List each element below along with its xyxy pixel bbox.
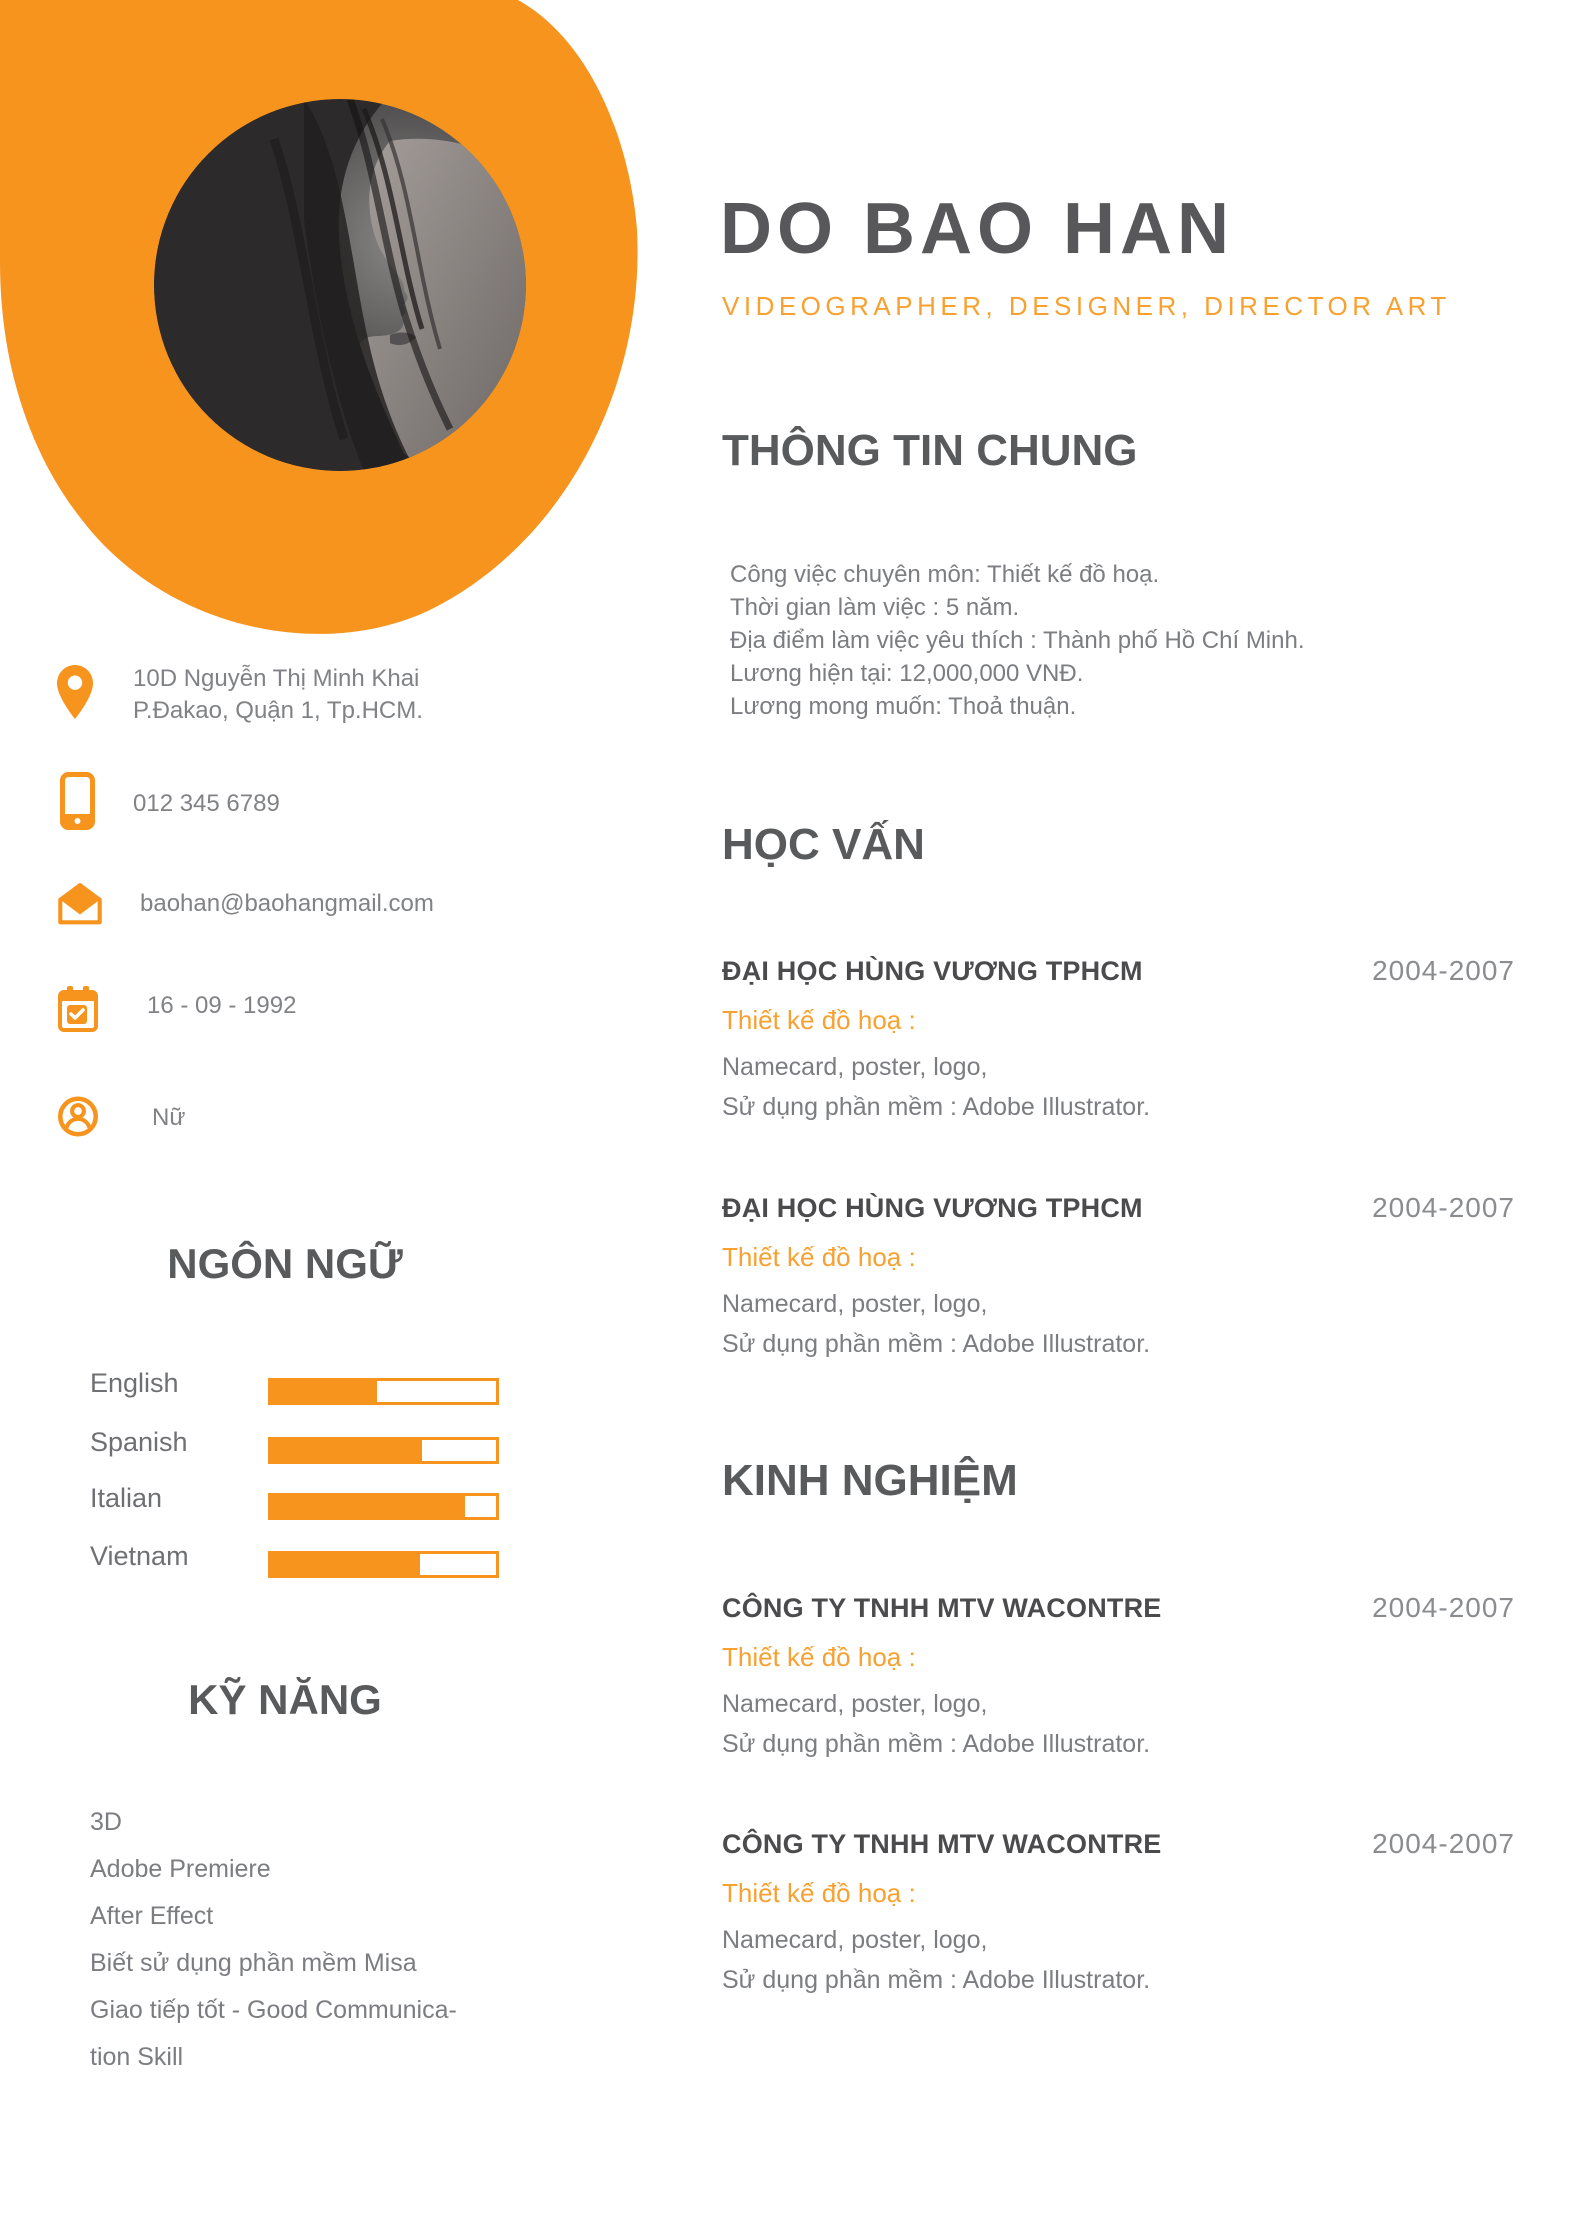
experience-detail: Namecard, poster, logo, xyxy=(722,1926,988,1954)
skill-item: Adobe Premiere xyxy=(90,1855,271,1883)
language-bar-spanish xyxy=(268,1437,499,1464)
general-info-line: Địa điểm làm việc yêu thích : Thành phố Hồ Chí Minh. xyxy=(730,627,1305,654)
experience-period: 2004-2007 xyxy=(1372,1592,1515,1623)
experience-entry-head xyxy=(722,1828,1515,1860)
experience-entry xyxy=(722,1828,1515,2000)
education-detail: Sử dụng phần mềm : Adobe Illustrator. xyxy=(722,1093,1151,1121)
education-org: ĐẠI HỌC HÙNG VƯƠNG TPHCM xyxy=(722,1193,1143,1223)
experience-detail: Namecard, poster, logo, xyxy=(722,1690,988,1718)
gender-text: Nữ xyxy=(152,1104,186,1131)
section-title-education: HỌC VẤN xyxy=(722,820,925,869)
language-label: Italian xyxy=(90,1483,163,1513)
education-role: Thiết kế đồ hoạ : xyxy=(722,1242,916,1272)
experience-details xyxy=(722,1920,1515,2000)
skill-item: Biết sử dụng phần mềm Misa xyxy=(90,1949,417,1977)
address-line2: P.Đakao, Quận 1, Tp.HCM. xyxy=(133,697,423,724)
language-bar-fill xyxy=(271,1554,420,1575)
education-period: 2004-2007 xyxy=(1372,955,1515,986)
experience-org: CÔNG TY TNHH MTV WACONTRE xyxy=(722,1829,1162,1859)
section-title-languages: NGÔN NGỮ xyxy=(167,1240,403,1287)
education-period: 2004-2007 xyxy=(1372,1192,1515,1223)
experience-org: CÔNG TY TNHH MTV WACONTRE xyxy=(722,1593,1162,1623)
general-info-line: Lương hiện tại: 12,000,000 VNĐ. xyxy=(730,660,1084,687)
address-text xyxy=(133,663,423,727)
person-icon xyxy=(58,1096,98,1137)
address-line1: 10D Nguyễn Thị Minh Khai xyxy=(133,665,420,692)
language-label: English xyxy=(90,1368,179,1398)
education-detail: Namecard, poster, logo, xyxy=(722,1053,988,1081)
location-pin-icon xyxy=(57,664,93,720)
experience-detail: Sử dụng phần mềm : Adobe Illustrator. xyxy=(722,1730,1151,1758)
experience-role: Thiết kế đồ hoạ : xyxy=(722,1642,916,1672)
experience-role: Thiết kế đồ hoạ : xyxy=(722,1878,916,1908)
skill-item: After Effect xyxy=(90,1902,214,1930)
phone-icon xyxy=(60,772,95,830)
general-info-line: Lương mong muốn: Thoả thuận. xyxy=(730,693,1077,720)
language-bar-fill xyxy=(271,1381,377,1402)
section-title-skills: KỸ NĂNG xyxy=(188,1676,382,1723)
education-detail: Sử dụng phần mềm : Adobe Illustrator. xyxy=(722,1330,1151,1358)
language-bar-fill xyxy=(271,1496,465,1517)
section-title-general-info: THÔNG TIN CHUNG xyxy=(722,426,1138,475)
language-bar-fill xyxy=(271,1440,422,1461)
education-entry xyxy=(722,955,1515,1127)
calendar-icon xyxy=(58,986,98,1032)
language-bar-italian xyxy=(268,1493,499,1520)
email-text: baohan@baohangmail.com xyxy=(140,890,434,917)
education-detail: Namecard, poster, logo, xyxy=(722,1290,988,1318)
skill-item: 3D xyxy=(90,1808,122,1836)
general-info-lines xyxy=(730,558,1530,723)
education-org: ĐẠI HỌC HÙNG VƯƠNG TPHCM xyxy=(722,956,1143,986)
education-details xyxy=(722,1047,1515,1127)
email-icon xyxy=(58,882,102,925)
skill-item: Giao tiếp tốt - Good Communica- xyxy=(90,1996,457,2024)
phone-text: 012 345 6789 xyxy=(133,790,280,817)
education-entry-head xyxy=(722,1192,1515,1224)
skill-list xyxy=(90,1799,520,2081)
experience-entry xyxy=(722,1592,1515,1764)
section-title-experience: KINH NGHIỆM xyxy=(722,1456,1018,1505)
education-entry xyxy=(722,1192,1515,1364)
experience-period: 2004-2007 xyxy=(1372,1828,1515,1859)
language-bar-vietnam xyxy=(268,1551,499,1578)
experience-detail: Sử dụng phần mềm : Adobe Illustrator. xyxy=(722,1966,1151,1994)
page-title-name: DO BAO HAN xyxy=(720,189,1234,269)
experience-entry-head xyxy=(722,1592,1515,1624)
language-bar-english xyxy=(268,1378,499,1405)
language-label: Vietnam xyxy=(90,1541,189,1571)
experience-details xyxy=(722,1684,1515,1764)
education-details xyxy=(722,1284,1515,1364)
education-entry-head xyxy=(722,955,1515,987)
job-subtitle: VIDEOGRAPHER, DESIGNER, DIRECTOR ART xyxy=(722,291,1451,321)
education-role: Thiết kế đồ hoạ : xyxy=(722,1005,916,1035)
birthdate-text: 16 - 09 - 1992 xyxy=(147,992,297,1019)
profile-photo xyxy=(154,99,526,471)
language-label: Spanish xyxy=(90,1427,188,1457)
general-info-line: Công việc chuyên môn: Thiết kế đồ hoạ. xyxy=(730,561,1160,588)
skill-item: tion Skill xyxy=(90,2043,184,2071)
general-info-line: Thời gian làm việc : 5 năm. xyxy=(730,594,1020,621)
